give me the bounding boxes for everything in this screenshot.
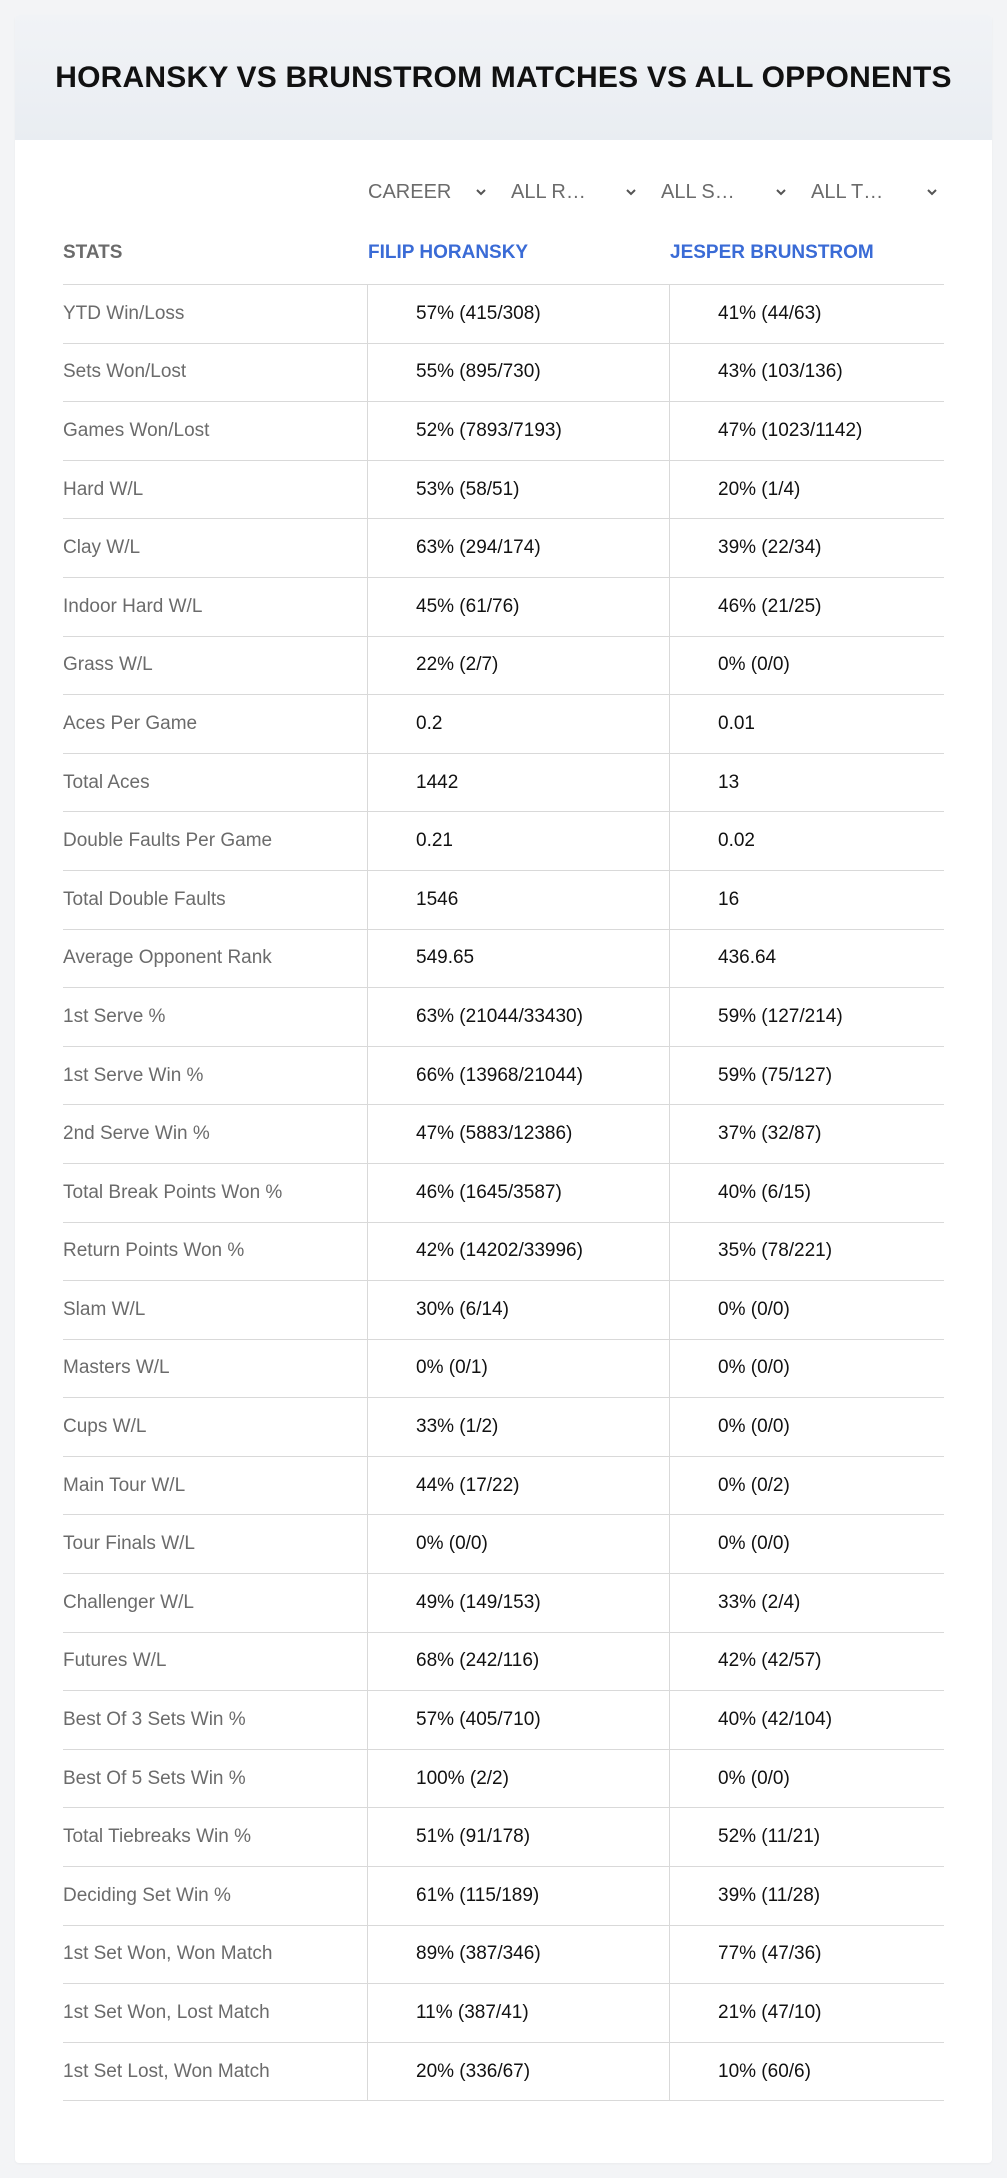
table-row xyxy=(63,1808,944,1867)
player1-value: 53% (58/51) xyxy=(416,478,520,500)
stat-label: Total Double Faults xyxy=(63,888,226,910)
player1-value: 100% (2/2) xyxy=(416,1767,509,1789)
table-row xyxy=(63,578,944,637)
table-row xyxy=(63,1223,944,1282)
player1-value: 0.2 xyxy=(416,712,443,734)
table-row xyxy=(63,344,944,403)
table-row xyxy=(63,1691,944,1750)
table-row xyxy=(63,1281,944,1340)
tournament-select[interactable] xyxy=(811,175,942,209)
period-select[interactable] xyxy=(368,175,491,209)
table-row xyxy=(63,695,944,754)
stat-label: Return Points Won % xyxy=(63,1240,245,1262)
stat-label: Challenger W/L xyxy=(63,1591,194,1613)
player2-value: 46% (21/25) xyxy=(718,595,822,617)
player1-value: 89% (387/346) xyxy=(416,1943,541,1965)
stat-label: Indoor Hard W/L xyxy=(63,595,203,617)
table-row xyxy=(63,402,944,461)
player2-value: 40% (42/104) xyxy=(718,1709,833,1731)
card-header xyxy=(15,15,992,140)
period-select-label: CAREER xyxy=(368,180,452,203)
player2-column-header[interactable]: JESPER BRUNSTROM xyxy=(670,242,874,263)
player1-value: 68% (242/116) xyxy=(416,1650,540,1672)
player1-value: 0% (0/0) xyxy=(416,1533,488,1555)
table-row xyxy=(63,461,944,520)
player1-value: 66% (13968/21044) xyxy=(416,1064,583,1086)
stat-label: 1st Set Won, Lost Match xyxy=(63,2002,270,2024)
player2-value: 39% (22/34) xyxy=(718,537,822,559)
stat-label: Slam W/L xyxy=(63,1298,146,1320)
table-row xyxy=(63,1398,944,1457)
player1-value: 33% (1/2) xyxy=(416,1416,499,1438)
player2-value: 10% (60/6) xyxy=(718,2060,811,2082)
player2-value: 47% (1023/1142) xyxy=(718,419,863,441)
stat-label: Best Of 5 Sets Win % xyxy=(63,1767,246,1789)
table-row xyxy=(63,1926,944,1985)
table-row xyxy=(63,1984,944,2043)
player1-value: 61% (115/189) xyxy=(416,1884,540,1906)
player1-value: 46% (1645/3587) xyxy=(416,1181,562,1203)
table-row xyxy=(63,1750,944,1809)
player2-value: 0% (0/0) xyxy=(718,1416,790,1438)
stat-label: Sets Won/Lost xyxy=(63,361,187,383)
player1-value: 57% (405/710) xyxy=(416,1709,541,1731)
player1-value: 47% (5883/12386) xyxy=(416,1123,573,1145)
player2-value: 59% (127/214) xyxy=(718,1005,843,1027)
stat-label: 1st Set Won, Won Match xyxy=(63,1943,273,1965)
stat-label: Tour Finals W/L xyxy=(63,1533,195,1555)
player1-value: 55% (895/730) xyxy=(416,361,541,383)
table-row xyxy=(63,812,944,871)
player2-value: 0% (0/0) xyxy=(718,1533,790,1555)
player1-value: 49% (149/153) xyxy=(416,1591,541,1613)
player2-value: 0% (0/0) xyxy=(718,1357,790,1379)
stats-column-header: STATS xyxy=(63,242,123,263)
chevron-down-icon xyxy=(475,186,487,198)
chevron-down-icon xyxy=(926,186,938,198)
player2-value: 42% (42/57) xyxy=(718,1650,822,1672)
chevron-down-icon xyxy=(775,186,787,198)
player1-value: 22% (2/7) xyxy=(416,654,499,676)
table-row xyxy=(63,1574,944,1633)
round-select[interactable] xyxy=(511,175,641,209)
player1-value: 51% (91/178) xyxy=(416,1826,531,1848)
table-header xyxy=(63,230,944,285)
surface-select-label: ALL S… xyxy=(661,180,735,203)
stat-label: Grass W/L xyxy=(63,654,153,676)
stat-label: 1st Serve Win % xyxy=(63,1064,204,1086)
player2-value: 33% (2/4) xyxy=(718,1591,801,1613)
stat-label: Double Faults Per Game xyxy=(63,830,273,852)
stats-body xyxy=(15,140,992,2101)
player2-value: 13 xyxy=(718,771,740,793)
table-row xyxy=(63,988,944,1047)
stat-label: 1st Set Lost, Won Match xyxy=(63,2060,270,2082)
table-row xyxy=(63,1105,944,1164)
player1-value: 0% (0/1) xyxy=(416,1357,488,1379)
table-row xyxy=(63,1457,944,1516)
player2-value: 0.01 xyxy=(718,712,755,734)
player1-value: 30% (6/14) xyxy=(416,1298,509,1320)
stat-label: Cups W/L xyxy=(63,1416,147,1438)
player2-value: 39% (11/28) xyxy=(718,1884,821,1906)
stat-label: Hard W/L xyxy=(63,478,144,500)
table-row xyxy=(63,2043,944,2102)
player1-value: 11% (387/41) xyxy=(416,2002,529,2024)
table-row xyxy=(63,1047,944,1106)
chevron-down-icon xyxy=(625,186,637,198)
stat-label: Futures W/L xyxy=(63,1650,167,1672)
player2-value: 0% (0/0) xyxy=(718,1298,790,1320)
stat-label: Total Tiebreaks Win % xyxy=(63,1826,251,1848)
stat-label: Masters W/L xyxy=(63,1357,170,1379)
player1-value: 1442 xyxy=(416,771,459,793)
stat-label: Total Aces xyxy=(63,771,150,793)
surface-select[interactable] xyxy=(661,175,791,209)
player1-value: 45% (61/76) xyxy=(416,595,520,617)
stat-label: Best Of 3 Sets Win % xyxy=(63,1709,246,1731)
stat-label: Deciding Set Win % xyxy=(63,1884,231,1906)
player1-value: 57% (415/308) xyxy=(416,302,541,324)
page-title: HORANSKY VS BRUNSTROM MATCHES VS ALL OPPONENTS xyxy=(55,60,952,94)
stat-label: Clay W/L xyxy=(63,537,141,559)
player2-value: 0% (0/0) xyxy=(718,1767,790,1789)
player2-value: 40% (6/15) xyxy=(718,1181,811,1203)
player2-value: 59% (75/127) xyxy=(718,1064,833,1086)
player2-value: 0% (0/2) xyxy=(718,1474,790,1496)
player1-value: 1546 xyxy=(416,888,459,910)
player2-value: 0% (0/0) xyxy=(718,654,790,676)
stats-card xyxy=(15,15,992,2163)
table-row xyxy=(63,285,944,344)
player1-value: 52% (7893/7193) xyxy=(416,419,562,441)
player1-value: 42% (14202/33996) xyxy=(416,1240,583,1262)
player2-value: 52% (11/21) xyxy=(718,1826,821,1848)
table-row xyxy=(63,871,944,930)
player2-value: 436.64 xyxy=(718,947,777,969)
player1-value: 63% (21044/33430) xyxy=(416,1005,583,1027)
stat-label: Average Opponent Rank xyxy=(63,947,272,969)
table-row xyxy=(63,930,944,989)
player1-value: 63% (294/174) xyxy=(416,537,541,559)
stat-label: 2nd Serve Win % xyxy=(63,1123,210,1145)
player2-value: 41% (44/63) xyxy=(718,302,822,324)
table-row xyxy=(63,1867,944,1926)
stats-table xyxy=(63,285,944,2101)
player2-value: 35% (78/221) xyxy=(718,1240,833,1262)
table-row xyxy=(63,519,944,578)
column-divider xyxy=(669,285,670,2101)
player2-value: 0.02 xyxy=(718,830,755,852)
stat-label: Games Won/Lost xyxy=(63,419,210,441)
player1-value: 44% (17/22) xyxy=(416,1474,520,1496)
table-row xyxy=(63,1515,944,1574)
filter-bar xyxy=(63,140,944,230)
player2-value: 20% (1/4) xyxy=(718,478,801,500)
player1-value: 549.65 xyxy=(416,947,475,969)
player1-value: 0.21 xyxy=(416,830,453,852)
stat-label: Total Break Points Won % xyxy=(63,1181,283,1203)
stat-label: YTD Win/Loss xyxy=(63,302,185,324)
table-row xyxy=(63,1340,944,1399)
table-row xyxy=(63,754,944,813)
round-select-label: ALL R… xyxy=(511,180,586,203)
column-divider xyxy=(367,285,368,2101)
stat-label: 1st Serve % xyxy=(63,1005,166,1027)
player2-value: 37% (32/87) xyxy=(718,1123,822,1145)
player2-value: 43% (103/136) xyxy=(718,361,843,383)
player2-value: 16 xyxy=(718,888,740,910)
table-row xyxy=(63,637,944,696)
table-row xyxy=(63,1164,944,1223)
table-row xyxy=(63,1633,944,1692)
tournament-select-label: ALL T… xyxy=(811,180,884,203)
stat-label: Aces Per Game xyxy=(63,712,198,734)
stat-label: Main Tour W/L xyxy=(63,1474,186,1496)
player1-value: 20% (336/67) xyxy=(416,2060,531,2082)
player1-column-header[interactable]: FILIP HORANSKY xyxy=(368,242,529,263)
player2-value: 77% (47/36) xyxy=(718,1943,822,1965)
player2-value: 21% (47/10) xyxy=(718,2002,822,2024)
